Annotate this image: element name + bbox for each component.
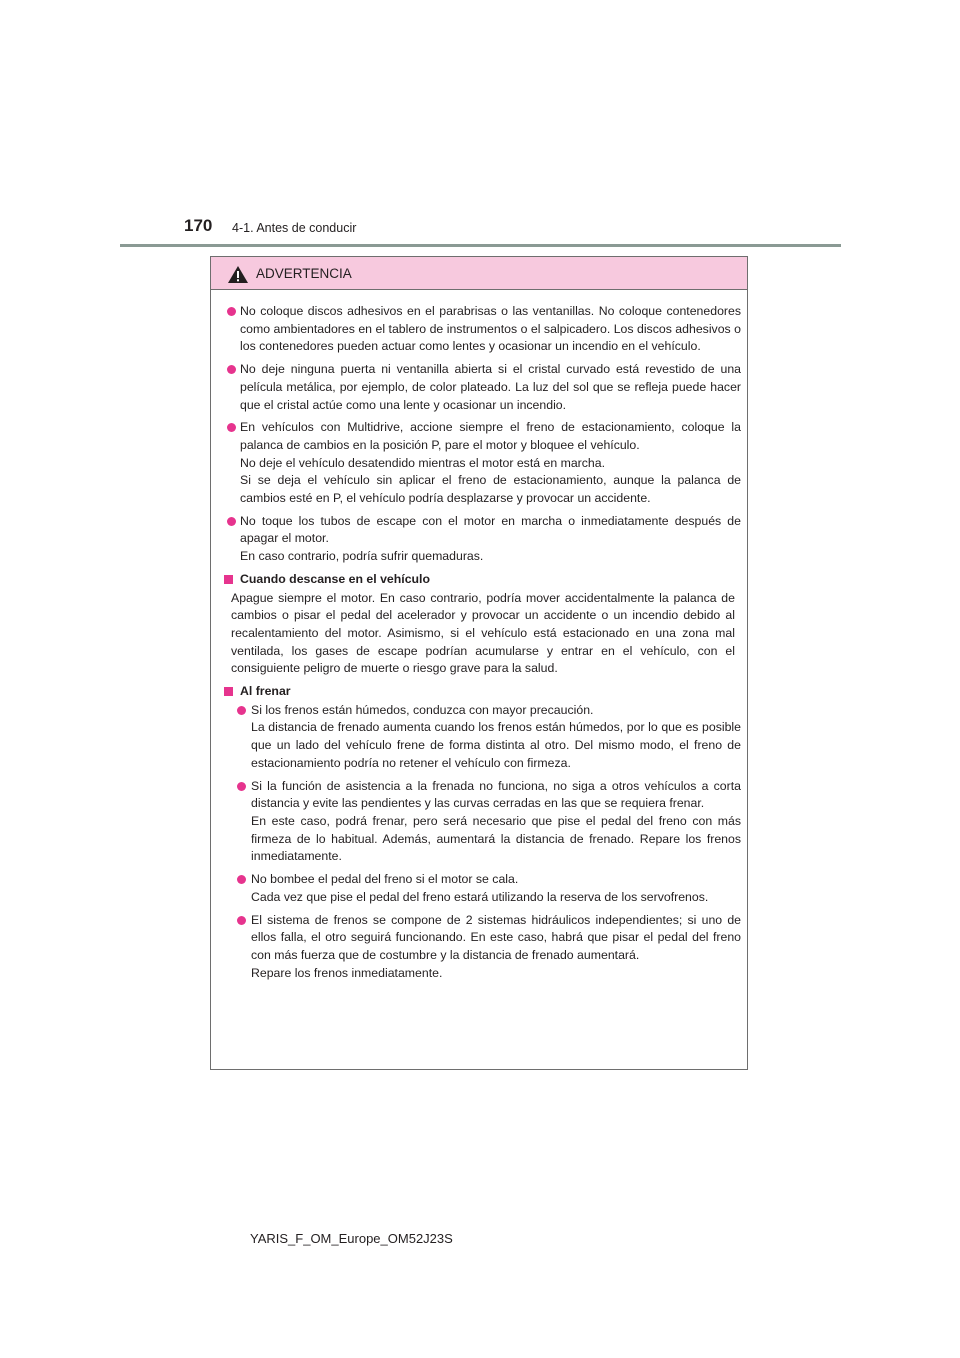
header-rule xyxy=(120,244,841,247)
section-title: 4-1. Antes de conducir xyxy=(232,221,357,235)
document-code: YARIS_F_OM_Europe_OM52J23S xyxy=(250,1231,453,1246)
paragraph: En caso contrario, podría sufrir quemaduras. xyxy=(240,549,484,564)
section-heading xyxy=(220,683,741,701)
circle-bullet-icon xyxy=(237,875,246,884)
warning-header xyxy=(211,257,747,290)
circle-bullet-icon xyxy=(227,517,236,526)
section-heading-text: Al frenar xyxy=(240,684,291,699)
circle-bullet-icon xyxy=(237,782,246,791)
warning-label: ADVERTENCIA xyxy=(256,266,352,281)
circle-bullet-icon xyxy=(227,365,236,374)
paragraph: En este caso, podrá frenar, pero será necesario que pise el pedal del freno con más firmeza de lo habitual. Además, aumentará la distancia de frenado. Repare los frenos inmediatamente. xyxy=(251,813,741,864)
warning-box xyxy=(210,256,748,1070)
warning-item xyxy=(231,778,741,867)
circle-bullet-icon xyxy=(227,307,236,316)
warning-item xyxy=(231,912,741,983)
paragraph: No bombee el pedal del freno si el motor se cala. xyxy=(251,872,519,887)
paragraph: No coloque discos adhesivos en el parabrisas o las ventanillas. No coloque contenedores como ambientadores en el tablero de instrumentos o el salpicadero. Los discos adhesivos o los contenedores pueden actuar como lentes y ocasionar un incendio en el vehículo. xyxy=(240,304,741,354)
section-paragraph: Apague siempre el motor. En caso contrario, podría mover accidentalmente la palanca de cambios o pisar el pedal del acelerador y provocar un accidente o un incendio debido al recalentamiento del motor. Asimismo, si el vehículo está estacionado en una zona mal ventilada, los gases de escape podrían acumularse y entrar en el vehículo, con el consiguiente peligro de muerte o riesgo grave para la salud. xyxy=(231,590,735,676)
paragraph: Repare los frenos inmediatamente. xyxy=(251,965,443,980)
paragraph: En vehículos con Multidrive, accione siempre el freno de estacionamiento, coloque la palanca de cambios en la posición P, pare el motor y bloquee el vehículo. xyxy=(240,420,741,452)
circle-bullet-icon xyxy=(237,706,246,715)
paragraph: Si la función de asistencia a la frenada no funciona, no siga a otros vehículos a corta distancia y evite las pendientes y las curvas cerradas en las que se requiera frenar. xyxy=(251,778,741,811)
square-bullet-icon xyxy=(224,687,233,696)
warning-item xyxy=(231,702,741,773)
circle-bullet-icon xyxy=(227,423,236,432)
paragraph: No deje el vehículo desatendido mientras el motor está en marcha. xyxy=(240,455,606,470)
paragraph: No toque los tubos de escape con el motor en marcha o inmediatamente después de apagar el motor. xyxy=(240,513,741,546)
warning-item xyxy=(220,361,741,414)
square-bullet-icon xyxy=(224,575,233,584)
paragraph: No deje ninguna puerta ni ventanilla abierta si el cristal curvado está revestido de una película metálica, por ejemplo, de color plateado. La luz del sol que se refleja puede hacer que el cristal actúe como una lente y ocasionar un incendio. xyxy=(240,362,741,412)
warning-item xyxy=(231,871,741,906)
warning-body xyxy=(211,290,747,982)
paragraph: Si los frenos están húmedos, conduzca con mayor precaución. xyxy=(251,702,594,717)
warning-triangle-icon xyxy=(227,265,249,284)
paragraph: Si se deja el vehículo sin aplicar el freno de estacionamiento, aunque la palanca de cambios esté en P, el vehículo podría desplazarse y provocar un accidente. xyxy=(240,473,741,506)
section-heading xyxy=(220,571,741,589)
paragraph: La distancia de frenado aumenta cuando los frenos están húmedos, por lo que es posible que un lado del vehículo frene de forma distinta al otro. Del mismo modo, el freno de estacionamiento podría no retener el vehículo con firmeza. xyxy=(251,720,741,770)
page-number: 170 xyxy=(184,216,213,235)
paragraph: Cada vez que pise el pedal del freno estará utilizando la reserva de los servofrenos. xyxy=(251,889,709,904)
paragraph: El sistema de frenos se compone de 2 sistemas hidráulicos independientes; si uno de ellos falla, el otro seguirá funcionando. En este caso, habrá que pisar el pedal del freno con más fuerza que de costumbre y la distancia de frenado aumentará. xyxy=(251,912,741,962)
warning-item xyxy=(220,513,741,566)
warning-item xyxy=(220,419,741,508)
section-heading-text: Cuando descanse en el vehículo xyxy=(240,571,430,586)
circle-bullet-icon xyxy=(237,916,246,925)
warning-item xyxy=(220,303,741,356)
